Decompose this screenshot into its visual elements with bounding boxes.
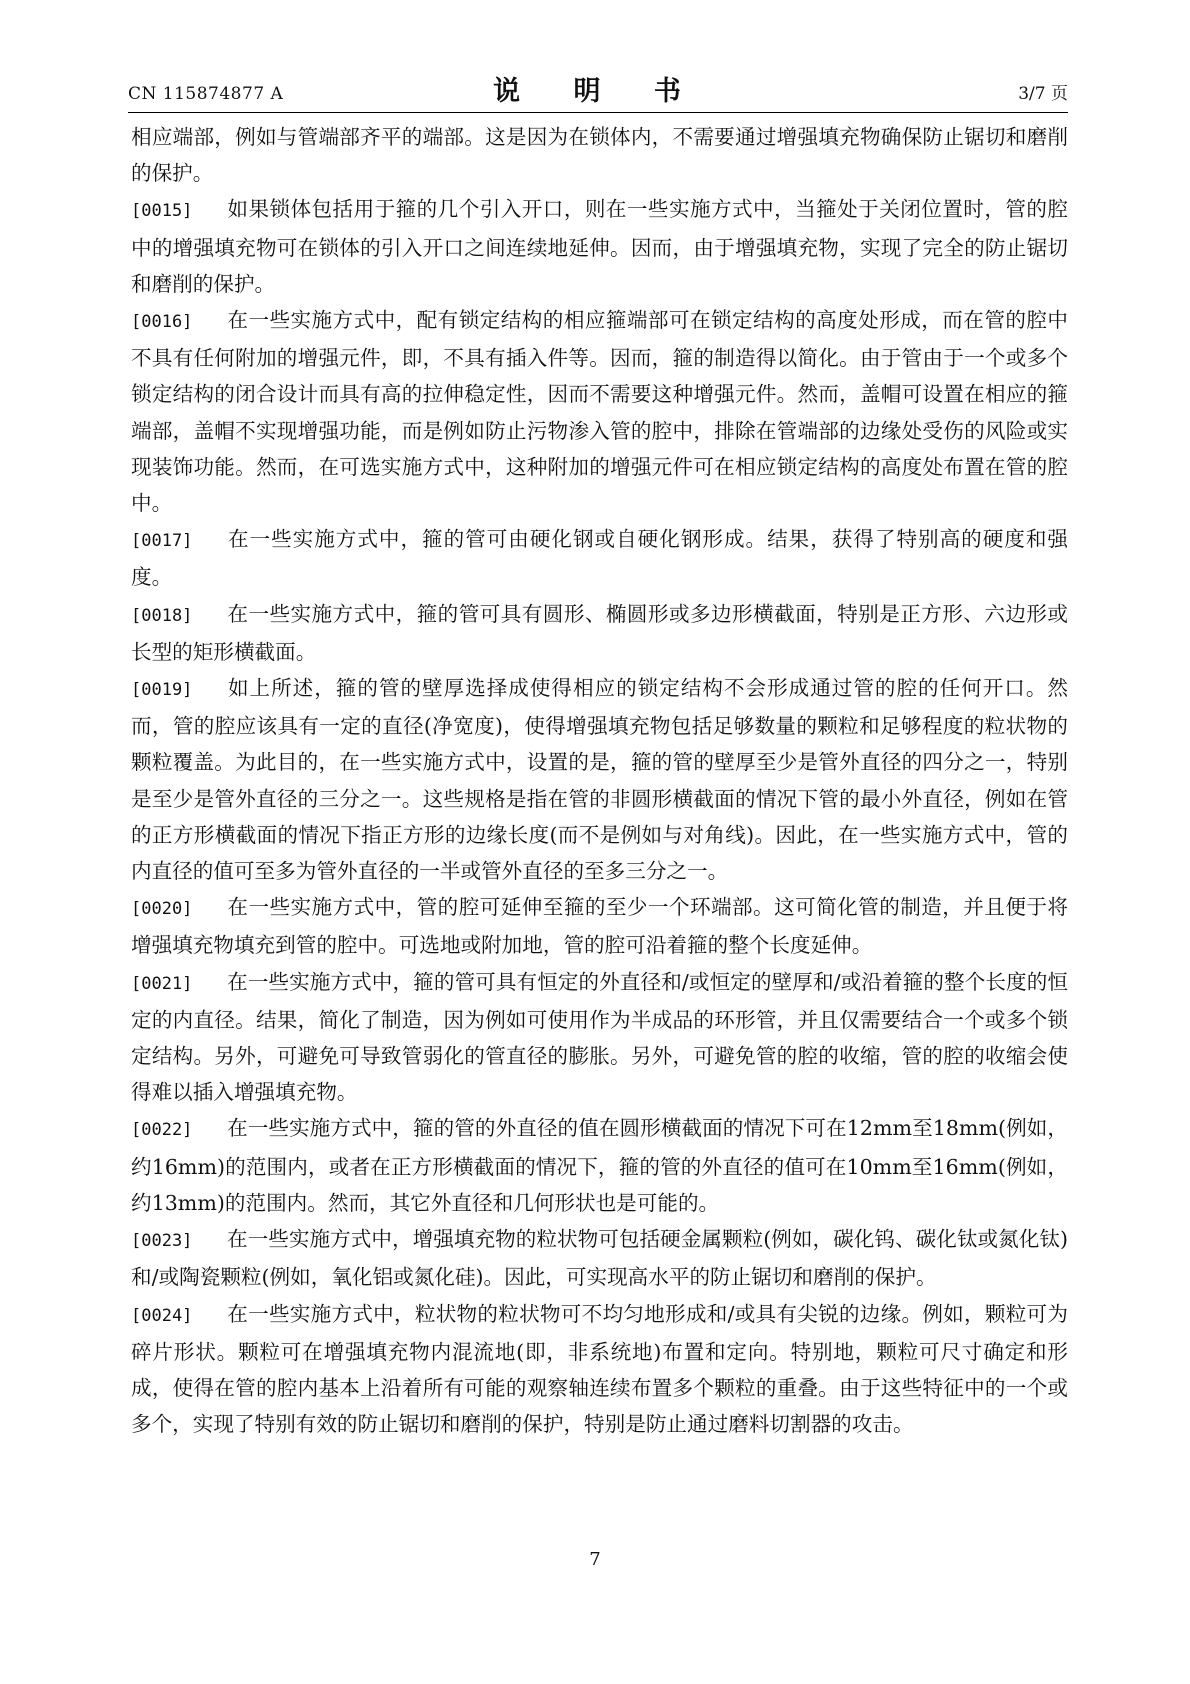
- document-body: [131, 119, 1068, 1442]
- page-header: [128, 66, 1068, 113]
- paragraph-number: [0024]: [131, 1305, 193, 1326]
- paragraph-number: [0019]: [131, 680, 193, 701]
- patent-number: CN 115874877 A: [128, 84, 284, 104]
- paragraph-number: [0016]: [131, 312, 193, 333]
- paragraph-0022: [131, 1110, 1068, 1221]
- paragraph-number: [0017]: [131, 531, 193, 552]
- paragraph-0020: [131, 889, 1068, 963]
- page-label: 3/7 页: [1018, 84, 1068, 104]
- paragraph-0019: [131, 670, 1068, 889]
- paragraph-number: [0021]: [131, 973, 193, 994]
- paragraph-text: 如上所述，箍的管的壁厚选择成使得相应的锁定结构不会形成通过管的腔的任何开口。然而，管的腔应该具有一定的直径(净宽度)，使得增强填充物包括足够数量的颗粒和足够程度的粒状物的颗粒覆盖。为此目的，在一些实施方式中，设置的是，箍的管的壁厚至少是管外直径的四分之一，特别是至少是管外直径的三分之一。这些规格是指在管的非圆形横截面的情况下管的最小外直径，例如在管的正方形横截面的情况下指正方形的边缘长度(而不是例如与对角线)。因此，在一些实施方式中，管的内直径的值可至多为管外直径的一半或管外直径的至多三分之一。: [131, 676, 1068, 884]
- paragraph-0021: [131, 964, 1068, 1111]
- paragraph-text: 在一些实施方式中，粒状物的粒状物可不均匀地形成和/或具有尖锐的边缘。例如，颗粒可为碎片形状。颗粒可在增强填充物内混流地(即，非系统地)布置和定向。特别地，颗粒可尺寸确定和形成，使得在管的腔内基本上沿着所有可能的观察轴连续布置多个颗粒的重叠。由于这些特征中的一个或多个，实现了特别有效的防止锯切和磨削的保护，特别是防止通过磨料切割器的攻击。: [131, 1301, 1068, 1437]
- paragraph-0023: [131, 1221, 1068, 1295]
- paragraph-text: 在一些实施方式中，箍的管可由硬化钢或自硬化钢形成。结果，获得了特别高的硬度和强度。: [131, 527, 1068, 590]
- paragraph-text: 在一些实施方式中，箍的管可具有圆形、椭圆形或多边形横截面，特别是正方形、六边形或长型的矩形横截面。: [131, 601, 1068, 664]
- document-title: 说 明 书: [493, 76, 703, 107]
- intro-paragraph: 相应端部，例如与管端部齐平的端部。这是因为在锁体内，不需要通过增强填充物确保防止锯切和磨削的保护。: [131, 125, 1068, 186]
- paragraph-text: 在一些实施方式中，箍的管的外直径的值在圆形横截面的情况下可在12mm至18mm(例如，约16mm)的范围内，或者在正方形横截面的情况下，箍的管的外直径的值可在10mm至16mm(例如，约13mm)的范围内。然而，其它外直径和几何形状也是可能的。: [131, 1116, 1068, 1215]
- paragraph-0016: [131, 302, 1068, 521]
- paragraph-0017: [131, 521, 1068, 595]
- paragraph-0024: [131, 1296, 1068, 1443]
- paragraph-text: 在一些实施方式中，管的腔可延伸至箍的至少一个环端部。这可简化管的制造，并且便于将增强填充物填充到管的腔中。可选地或附加地，管的腔可沿着箍的整个长度延伸。: [131, 895, 1068, 958]
- page-number-footer: 7: [589, 1549, 601, 1570]
- paragraph-text: 在一些实施方式中，增强填充物的粒状物可包括硬金属颗粒(例如，碳化钨、碳化钛或氮化钛)和/或陶瓷颗粒(例如，氧化铝或氮化硅)。因此，可实现高水平的防止锯切和磨削的保护。: [131, 1227, 1068, 1290]
- paragraph-number: [0020]: [131, 899, 193, 920]
- paragraph-number: [0022]: [131, 1120, 193, 1141]
- paragraph-text: 在一些实施方式中，箍的管可具有恒定的外直径和/或恒定的壁厚和/或沿着箍的整个长度的恒定的内直径。结果，简化了制造，因为例如可使用作为半成品的环形管，并且仅需要结合一个或多个锁定结构。另外，可避免可导致管弱化的管直径的膨胀。另外，可避免管的腔的收缩，管的腔的收缩会使得难以插入增强填充物。: [131, 969, 1068, 1105]
- paragraph-number: [0023]: [131, 1231, 193, 1252]
- paragraph-0015: [131, 191, 1068, 302]
- paragraph-text: 在一些实施方式中，配有锁定结构的相应箍端部可在锁定结构的高度处形成，而在管的腔中不具有任何附加的增强元件，即，不具有插入件等。因而，箍的制造得以简化。由于管由于一个或多个锁定结构的闭合设计而具有高的拉伸稳定性，因而不需要这种增强元件。然而，盖帽可设置在相应的箍端部，盖帽不实现增强功能，而是例如防止污物渗入管的腔中，排除在管端部的边缘处受伤的风险或实现装饰功能。然而，在可选实施方式中，这种附加的增强元件可在相应锁定结构的高度处布置在管的腔中。: [131, 308, 1068, 516]
- paragraph-text: 如果锁体包括用于箍的几个引入开口，则在一些实施方式中，当箍处于关闭位置时，管的腔中的增强填充物可在锁体的引入开口之间连续地延伸。因而，由于增强填充物，实现了完全的防止锯切和磨削的保护。: [131, 197, 1068, 296]
- paragraph-number: [0018]: [131, 605, 193, 626]
- paragraph-number: [0015]: [131, 201, 193, 222]
- paragraph-0018: [131, 596, 1068, 670]
